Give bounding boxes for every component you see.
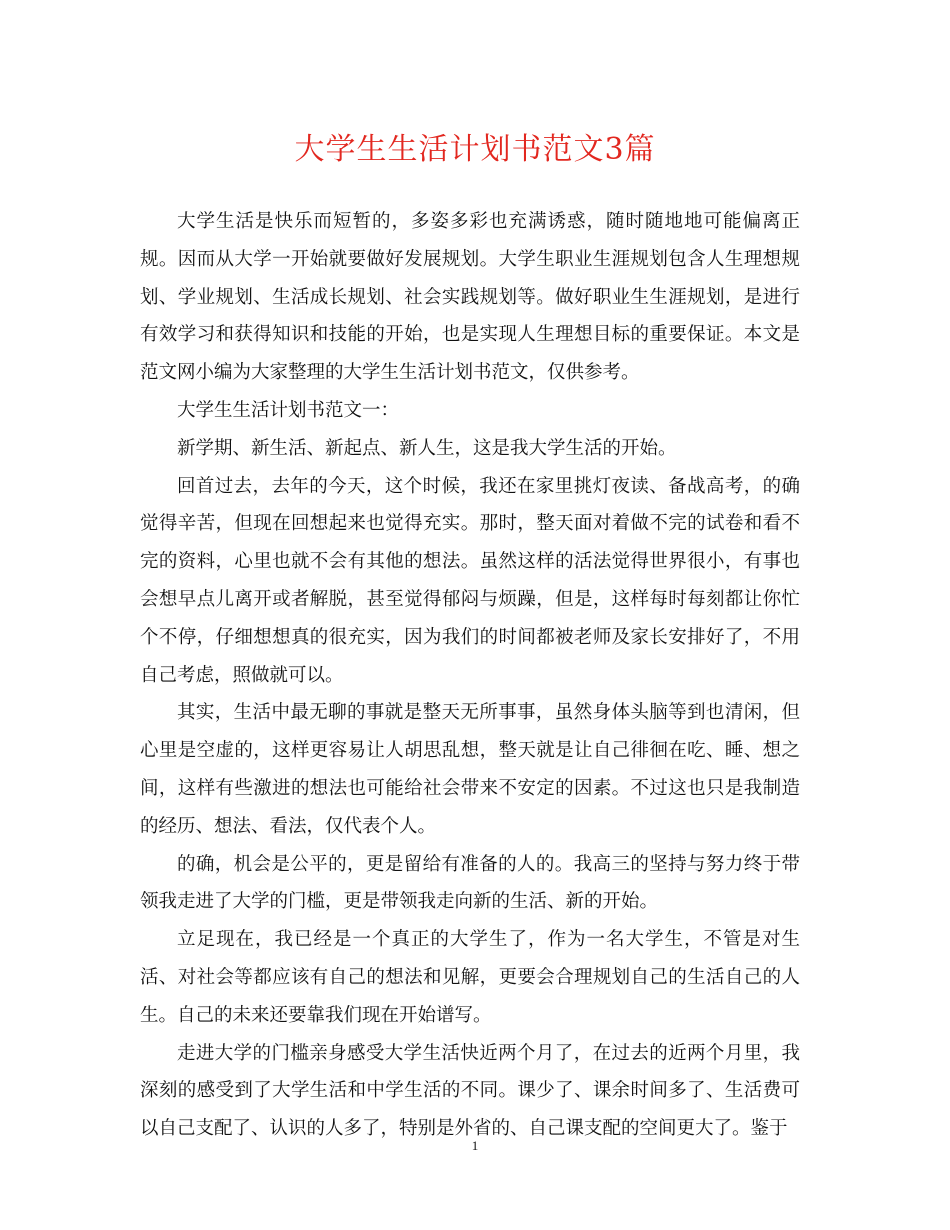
paragraph: 立足现在，我已经是一个真正的大学生了，作为一名大学生，不管是对生活、对社会等都应该有自己的想法和见解，更要会合理规划自己的生活自己的人生。自己的未来还要靠我们现在开始谱写。 [140, 929, 800, 1026]
paragraph-section-heading: 大学生生活计划书范文一： [177, 399, 400, 421]
paragraph-intro: 大学生活是快乐而短暂的，多姿多彩也充满诱惑，随时随地地可能偏离正规。因而从大学一开始就要做好发展规划。大学生职业生涯规划包含人生理想规划、学业规划、生活成长规划、社会实践规划等。做好职业生生涯规划，是进行有效学习和获得知识和技能的开始，也是实现人生理想目标的重要保证。本文是范文网小编为大家整理的大学生生活计划书范文，仅供参考。 [140, 211, 800, 384]
paragraph: 回首过去，去年的今天，这个时候，我还在家里挑灯夜读、备战高考，的确觉得辛苦，但现在回想起来也觉得充实。那时，整天面对着做不完的试卷和看不完的资料，心里也就不会有其他的想法。虽然这样的活法觉得世界很小，有事也会想早点儿离开或者解脱，甚至觉得郁闷与烦躁，但是，这样每时每刻都让你忙个不停，仔细想想真的很充实，因为我们的时间都被老师及家长安排好了，不用自己考虑，照做就可以。 [140, 475, 800, 686]
paragraph: 走进大学的门槛亲身感受大学生活快近两个月了，在过去的近两个月里，我深刻的感受到了大学生活和中学生活的不同。课少了、课余时间多了、生活费可以自己支配了、认识的人多了，特别是外省的、自己课支配的空间更大了。鉴于 [140, 1042, 800, 1140]
paragraph: 其实，生活中最无聊的事就是整天无所事事，虽然身体头脑等到也清闲，但心里是空虚的，这样更容易让人胡思乱想，整天就是让自己徘徊在吃、睡、想之间，这样有些激进的想法也可能给社会带来不安定的因素。不过这也只是我制造的经历、想法、看法，仅代表个人。 [140, 702, 800, 837]
paragraph: 的确，机会是公平的，更是留给有准备的人的。我高三的坚持与努力终于带领我走进了大学的门槛，更是带领我走向新的生活、新的开始。 [140, 853, 800, 913]
paragraph: 新学期、新生活、新起点、新人生，这是我大学生活的开始。 [177, 437, 677, 459]
page-number: 1 [471, 1138, 479, 1153]
document-title: 大学生生活计划书范文3篇 [294, 132, 656, 167]
document-body [140, 203, 800, 1148]
